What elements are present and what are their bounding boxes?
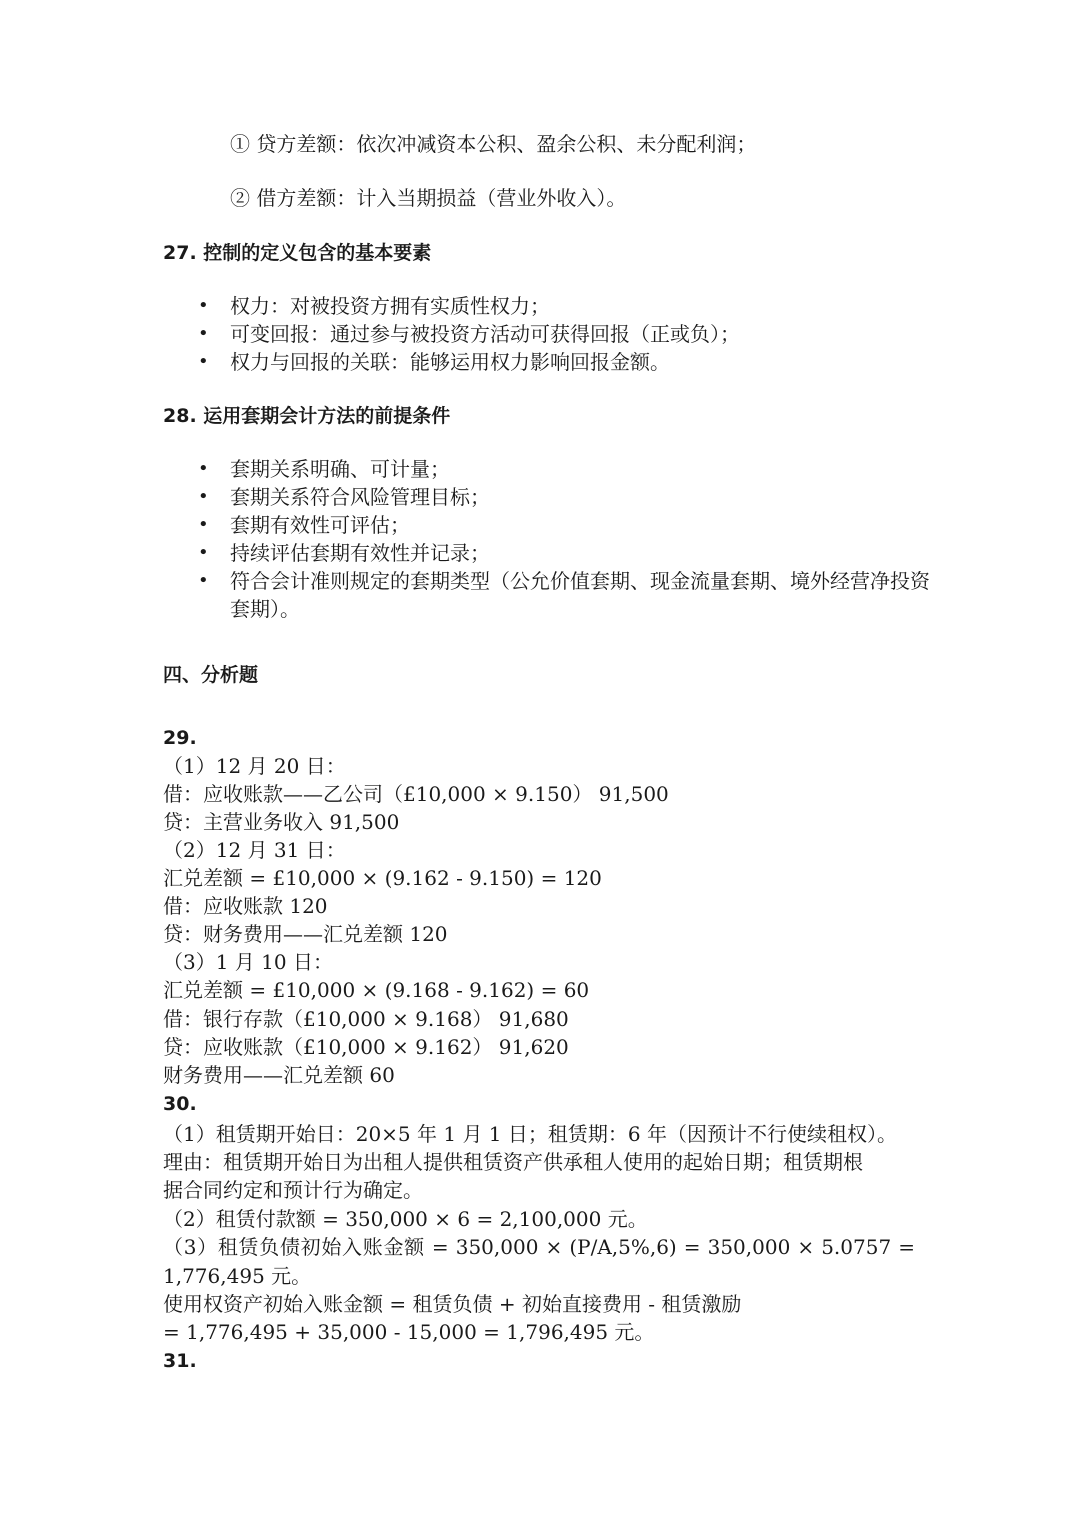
bullet-icon: • <box>198 323 209 344</box>
q29-line-12: 财务费用——汇兑差额 60 <box>163 1063 395 1087</box>
q28-bullet-3: • 套期有效性可评估； <box>198 513 410 537</box>
q30-line-1: （1）租赁期开始日：20×5 年 1 月 1 日；租赁期：6 年（因预计不行使续租权）。 <box>163 1122 897 1146</box>
q30-line-7: 使用权资产初始入账金额 = 租赁负债 + 初始直接费用 - 租赁激励 <box>163 1292 742 1316</box>
bullet-icon: • <box>198 514 209 535</box>
q29-line-11: 贷：应收账款（£10,000 × 9.162） 91,620 <box>163 1035 569 1059</box>
q28-bullet-1: • 套期关系明确、可计量； <box>198 457 450 481</box>
q29-line-3: 贷：主营业务收入 91,500 <box>163 810 400 834</box>
q28-bullet-4: • 持续评估套期有效性并记录； <box>198 541 490 565</box>
q28-heading: 28. 运用套期会计方法的前提条件 <box>163 405 451 427</box>
q30-line-5: （3）租赁负债初始入账金额 = 350,000 × (P/A,5%,6) = 350,000 × 5.0757 = <box>163 1235 915 1259</box>
q29-number: 29. <box>163 727 197 749</box>
q28-bullet-2: • 套期关系符合风险管理目标； <box>198 485 490 509</box>
q30-line-6: 1,776,495 元。 <box>163 1264 312 1288</box>
section-heading: 四、分析题 <box>163 664 259 686</box>
bullet-icon: • <box>198 542 209 563</box>
bullet-icon: • <box>198 486 209 507</box>
adjust-item-2: ② 借方差额：计入当期损益（营业外收入）。 <box>230 186 627 210</box>
q29-line-6: 借：应收账款 120 <box>163 894 328 918</box>
bullet-icon: • <box>198 295 209 316</box>
q29-line-5: 汇兑差额 = £10,000 × (9.162 - 9.150) = 120 <box>163 866 602 890</box>
q27-bullet-2: • 可变回报：通过参与被投资方活动可获得回报（正或负）； <box>198 322 740 346</box>
q29-line-2: 借：应收账款——乙公司（£10,000 × 9.150） 91,500 <box>163 782 669 806</box>
bullet-icon: • <box>198 570 209 591</box>
bullet-icon: • <box>198 458 209 479</box>
q30-number: 30. <box>163 1093 197 1115</box>
q30-line-2: 理由：租赁期开始日为出租人提供租赁资产供承租人使用的起始日期；租赁期根 <box>163 1150 863 1174</box>
q30-line-8: = 1,776,495 + 35,000 - 15,000 = 1,796,495 元。 <box>163 1320 655 1344</box>
q28-bullet-5: • 符合会计准则规定的套期类型（公允价值套期、现金流量套期、境外经营净投资套期）。 <box>198 569 930 621</box>
q29-line-7: 贷：财务费用——汇兑差额 120 <box>163 922 448 946</box>
q27-bullet-3: • 权力与回报的关联：能够运用权力影响回报金额。 <box>198 350 670 374</box>
q27-bullet-1: • 权力：对被投资方拥有实质性权力； <box>198 294 550 318</box>
q31-number: 31. <box>163 1350 197 1372</box>
q29-line-10: 借：银行存款（£10,000 × 9.168） 91,680 <box>163 1007 569 1031</box>
q29-line-1: （1）12 月 20 日： <box>163 754 346 778</box>
q27-heading: 27. 控制的定义包含的基本要素 <box>163 242 432 264</box>
q29-line-4: （2）12 月 31 日： <box>163 838 346 862</box>
bullet-icon: • <box>198 351 209 372</box>
q29-line-8: （3）1 月 10 日： <box>163 950 333 974</box>
q30-line-4: （2）租赁付款额 = 350,000 × 6 = 2,100,000 元。 <box>163 1207 648 1231</box>
q30-line-3: 据合同约定和预计行为确定。 <box>163 1178 423 1202</box>
q29-line-9: 汇兑差额 = £10,000 × (9.168 - 9.162) = 60 <box>163 978 590 1002</box>
adjust-item-1: ① 贷方差额：依次冲减资本公积、盈余公积、未分配利润； <box>230 132 757 156</box>
